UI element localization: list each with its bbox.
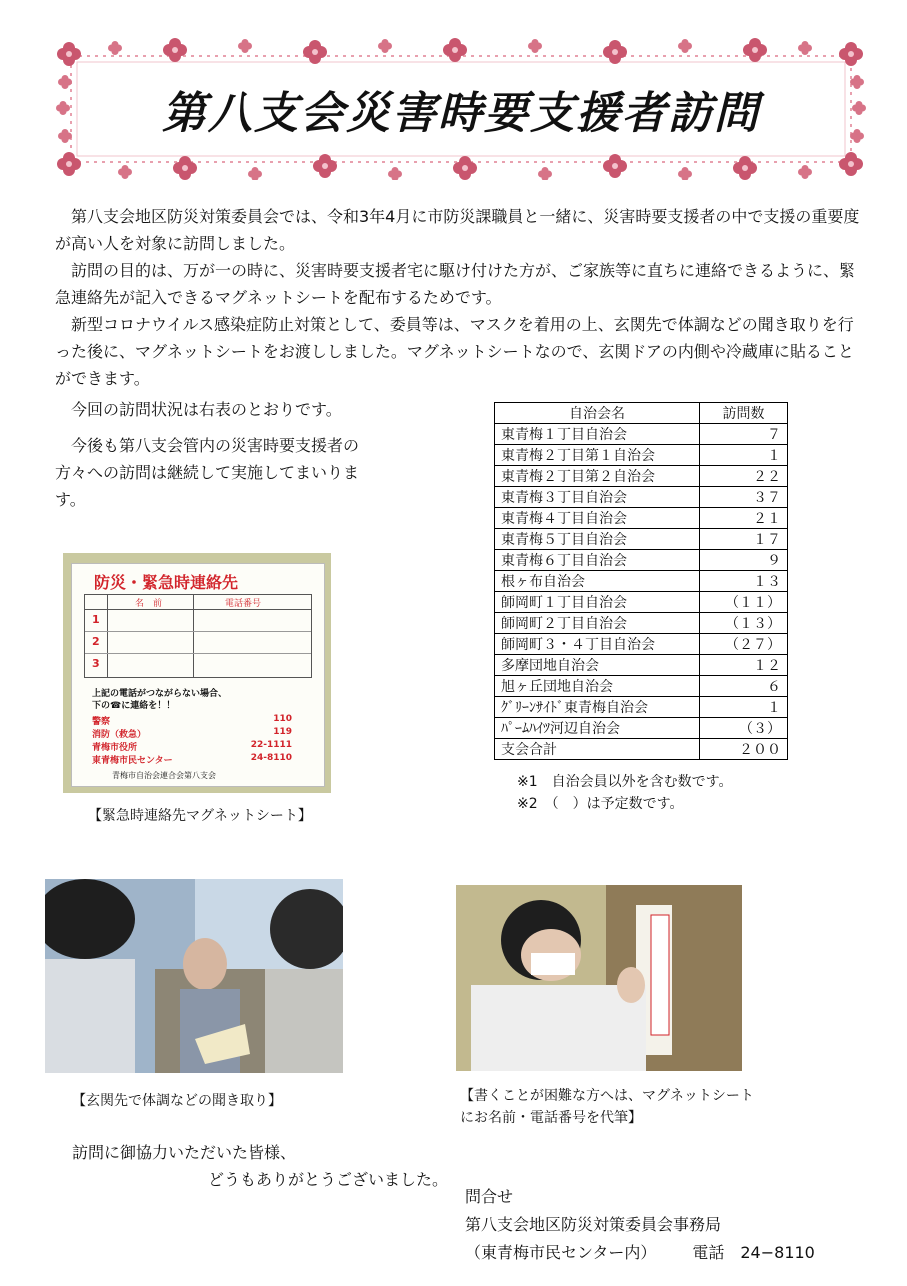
paragraph: 新型コロナウイルス感染症防止対策として、委員等は、マスクを着用の上、玄関先で体調などの聞き取りを行った後に、マグネットシートをお渡ししました。マグネットシートなので、玄関ドアの内側や冷蔵庫に貼ることができます。 [55, 315, 854, 388]
table-header-row [495, 403, 788, 424]
grid-line [193, 595, 194, 677]
contact-label: 東青梅市民センター [92, 756, 173, 766]
contact-label: 警察 [92, 717, 111, 727]
photo-illustration [45, 879, 343, 1073]
table-row [495, 445, 788, 466]
intro-text [55, 203, 860, 392]
association-name: 東青梅２丁目第１自治会 [495, 445, 700, 466]
visit-count: １３ [700, 571, 788, 592]
association-name: 師岡町３・４丁目自治会 [495, 634, 700, 655]
total-count: ２００ [700, 739, 788, 760]
photo-illustration [456, 885, 742, 1071]
visit-count: ２２ [700, 466, 788, 487]
table-total-row [495, 739, 788, 760]
row-number: 3 [92, 657, 100, 670]
visit-count: ３７ [700, 487, 788, 508]
note: ※2 （ ）は予定数です。 [517, 796, 684, 812]
table-row [495, 718, 788, 739]
visit-count: ２１ [700, 508, 788, 529]
sheet-footer: 青梅市自治会連合会第八支会 [112, 771, 216, 780]
contact-row [92, 714, 292, 727]
caption-sheet: 【緊急時連絡先マグネットシート】 [88, 808, 312, 824]
sheet-contacts [92, 714, 292, 766]
grid-line [85, 631, 311, 632]
association-name: 東青梅２丁目第２自治会 [495, 466, 700, 487]
visit-count: （１１） [700, 592, 788, 613]
contact-office: 第八支会地区防災対策委員会事務局 [465, 1215, 722, 1234]
table-row [495, 424, 788, 445]
future-text: 今後も第八支会管内の災害時要支援者の方々への訪問は継続して実施してまいります。 [55, 436, 360, 509]
table-row [495, 529, 788, 550]
status-text: 今回の訪問状況は右表のとおりです。 [55, 400, 342, 419]
table-row [495, 571, 788, 592]
caption-line: 【書くことが困難な方へは、マグネットシート [460, 1088, 754, 1104]
table-row [495, 655, 788, 676]
contact-row [92, 727, 292, 740]
table-row [495, 697, 788, 718]
sheet-grid-header [85, 595, 311, 610]
sheet-card [71, 563, 325, 787]
visit-count: ７ [700, 424, 788, 445]
contact-row [92, 740, 292, 753]
association-name: 東青梅３丁目自治会 [495, 487, 700, 508]
row-number: 1 [92, 613, 100, 626]
thanks-line: どうもありがとうございました。 [208, 1170, 449, 1189]
grid-line [107, 595, 108, 677]
sheet-instruction: 上記の電話がつながらない場合、 [92, 689, 228, 699]
sheet-grid [84, 594, 312, 678]
entrance-interview-photo [45, 879, 343, 1073]
visit-count: （２７） [700, 634, 788, 655]
visit-count: （１３） [700, 613, 788, 634]
association-name: 多摩団地自治会 [495, 655, 700, 676]
thanks-line: 訪問に御協力いただいた皆様、 [72, 1143, 297, 1162]
page-title: 第八支会災害時要支援者訪問 [162, 88, 760, 139]
visit-count: １ [700, 697, 788, 718]
table-row [495, 508, 788, 529]
association-name: 東青梅４丁目自治会 [495, 508, 700, 529]
writing-photo [456, 885, 742, 1071]
title-banner [55, 38, 867, 180]
table-row [495, 634, 788, 655]
association-name: ｸﾞﾘｰﾝｻｲﾄﾞ東青梅自治会 [495, 697, 700, 718]
visit-count: １２ [700, 655, 788, 676]
table-row [495, 592, 788, 613]
contact-row [92, 753, 292, 766]
header-association: 自治会名 [495, 403, 700, 424]
header-count: 訪問数 [700, 403, 788, 424]
contact-number: 22-1111 [250, 740, 292, 750]
magnet-sheet-photo [63, 553, 331, 793]
association-name: 東青梅５丁目自治会 [495, 529, 700, 550]
table-row [495, 613, 788, 634]
association-name: 師岡町２丁目自治会 [495, 613, 700, 634]
table-row [495, 466, 788, 487]
association-name: 師岡町１丁目自治会 [495, 592, 700, 613]
contact-block [465, 1183, 815, 1267]
contact-location-line [465, 1239, 815, 1267]
association-name: 東青梅６丁目自治会 [495, 550, 700, 571]
note: ※1 自治会員以外を含む数です。 [517, 774, 733, 790]
table-row [495, 550, 788, 571]
col-phone: 電話番号 [225, 599, 262, 609]
total-label: 支会合計 [495, 739, 700, 760]
visit-count: ９ [700, 550, 788, 571]
paragraph: 訪問の目的は、万が一の時に、災害時要支援者宅に駆け付けた方が、ご家族等に直ちに連絡できるように、緊急連絡先が記入できるマグネットシートを配布するためです。 [55, 261, 856, 307]
sheet-heading: 防災・緊急時連絡先 [94, 573, 239, 592]
visit-count: １ [700, 445, 788, 466]
row-number: 2 [92, 635, 100, 648]
contact-label: 問合せ [465, 1187, 514, 1206]
caption-entrance: 【玄関先で体調などの聞き取り】 [72, 1093, 282, 1109]
sheet-instruction: 下の☎に連絡を！！ [92, 701, 176, 711]
visit-table [494, 402, 788, 760]
contact-phone: 電話 24−8110 [692, 1243, 815, 1262]
association-name: 旭ヶ丘団地自治会 [495, 676, 700, 697]
col-name: 名 前 [135, 599, 163, 609]
contact-number: 119 [273, 727, 292, 737]
association-name: 根ヶ布自治会 [495, 571, 700, 592]
contact-location: （東青梅市民センター内） [465, 1243, 657, 1262]
contact-number: 110 [273, 714, 292, 724]
contact-label: 消防（救急） [92, 730, 147, 740]
association-name: 東青梅１丁目自治会 [495, 424, 700, 445]
paragraph: 第八支会地区防災対策委員会では、令和3年4月に市防災課職員と一緒に、災害時要支援者の中で支援の重要度が高い人を対象に訪問しました。 [55, 207, 860, 253]
visit-count: １７ [700, 529, 788, 550]
association-name: ﾊﾟｰﾑﾊｲﾂ河辺自治会 [495, 718, 700, 739]
grid-line [85, 653, 311, 654]
table-notes [517, 771, 733, 815]
contact-number: 24-8110 [250, 753, 292, 763]
caption-writing [460, 1085, 760, 1129]
table-row [495, 487, 788, 508]
visit-count: （３） [700, 718, 788, 739]
table-row [495, 676, 788, 697]
contact-label: 青梅市役所 [92, 743, 138, 753]
visit-count: ６ [700, 676, 788, 697]
caption-line: にお名前・電話番号を代筆】 [460, 1110, 642, 1126]
